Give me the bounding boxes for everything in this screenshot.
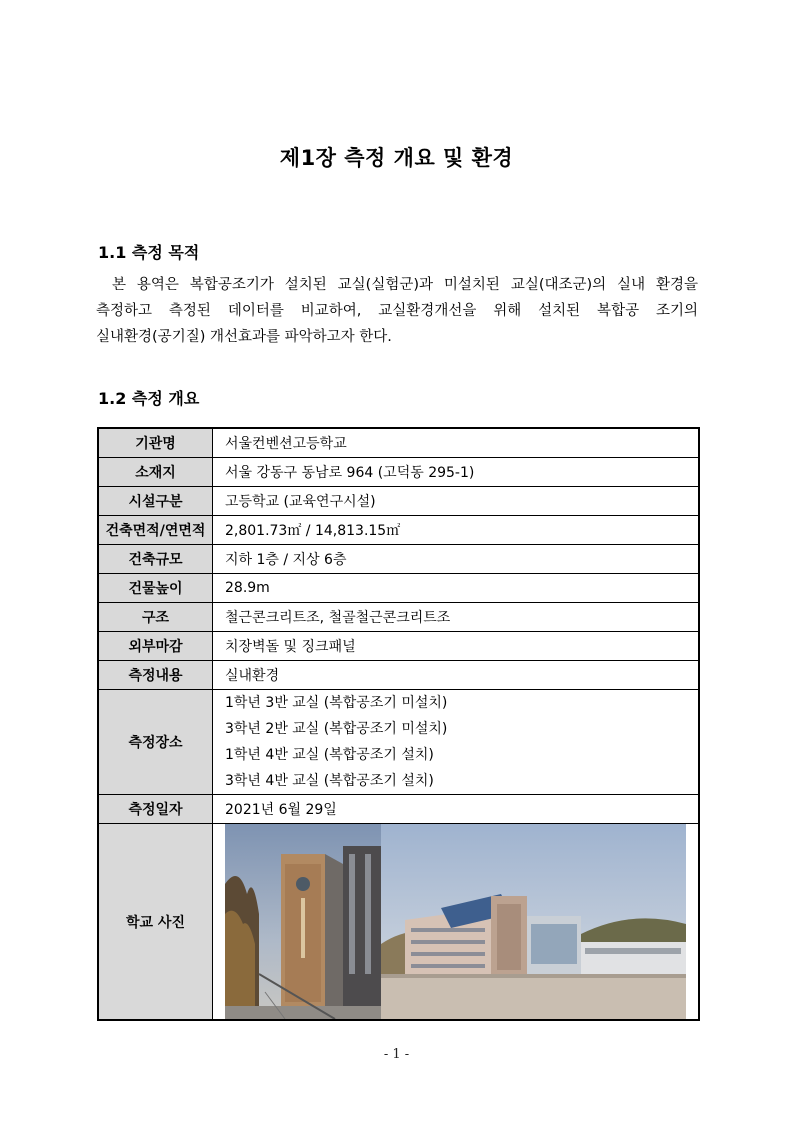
row-label: 소재지 xyxy=(98,458,213,487)
row-value: 치장벽돌 및 징크패널 xyxy=(213,632,700,661)
row-label: 학교 사진 xyxy=(98,824,213,1021)
section-heading-overview: 1.2 측정 개요 xyxy=(98,389,200,408)
row-value: 철근콘크리트조, 철골철근콘크리트조 xyxy=(213,603,700,632)
row-value: 실내환경 xyxy=(213,661,700,690)
table-row xyxy=(98,661,699,690)
row-label: 건축규모 xyxy=(98,545,213,574)
chapter-title: 제1장 측정 개요 및 환경 xyxy=(279,146,514,170)
table-row xyxy=(98,574,699,603)
table-row xyxy=(98,603,699,632)
row-value: 2021년 6월 29일 xyxy=(213,795,700,824)
table-row-date xyxy=(98,795,699,824)
row-value: 고등학교 (교육연구시설) xyxy=(213,487,700,516)
table-row-photo xyxy=(98,824,699,1021)
overview-table xyxy=(97,427,700,1021)
school-photos xyxy=(213,824,700,1021)
table-row xyxy=(98,516,699,545)
row-value: 지하 1층 / 지상 6층 xyxy=(213,545,700,574)
locations-list xyxy=(213,690,700,795)
table-row xyxy=(98,487,699,516)
row-value: 서울컨벤션고등학교 xyxy=(213,428,700,458)
school-photo-tower xyxy=(225,824,381,1019)
location-item: 1학년 3반 교실 (복합공조기 미설치) xyxy=(225,695,448,711)
purpose-paragraph xyxy=(96,272,698,350)
row-label: 기관명 xyxy=(98,428,213,458)
row-label: 외부마감 xyxy=(98,632,213,661)
page-number: - 1 - xyxy=(383,1047,410,1062)
table-row xyxy=(98,428,699,458)
row-label: 측정일자 xyxy=(98,795,213,824)
table-row xyxy=(98,632,699,661)
row-label: 측정내용 xyxy=(98,661,213,690)
row-label: 시설구분 xyxy=(98,487,213,516)
row-label: 측정장소 xyxy=(98,690,213,795)
row-value: 서울 강동구 동남로 964 (고덕동 295-1) xyxy=(213,458,700,487)
row-label: 건축면적/연면적 xyxy=(98,516,213,545)
row-label: 건물높이 xyxy=(98,574,213,603)
school-photo-campus xyxy=(381,824,686,1019)
table-row xyxy=(98,458,699,487)
section-heading-purpose: 1.1 측정 목적 xyxy=(98,243,200,262)
purpose-line-1: 본 용역은 복합공조기가 설치된 교실(실험군)과 미설치된 교실(대조군)의 실내 환경을 xyxy=(112,277,698,293)
location-item: 3학년 4반 교실 (복합공조기 설치) xyxy=(225,773,434,789)
row-label: 구조 xyxy=(98,603,213,632)
purpose-line-2: 측정하고 측정된 데이터를 비교하여, 교실환경개선을 위해 설치된 복합공 조기의 xyxy=(96,303,698,319)
row-value: 28.9m xyxy=(213,574,700,603)
location-item: 3학년 2반 교실 (복합공조기 미설치) xyxy=(225,721,448,737)
table-row xyxy=(98,545,699,574)
row-value: 2,801.73㎡ / 14,813.15㎡ xyxy=(213,516,700,545)
table-row-locations xyxy=(98,690,699,795)
purpose-line-3: 실내환경(공기질) 개선효과를 파악하고자 한다. xyxy=(96,329,392,345)
location-item: 1학년 4반 교실 (복합공조기 설치) xyxy=(225,747,434,763)
